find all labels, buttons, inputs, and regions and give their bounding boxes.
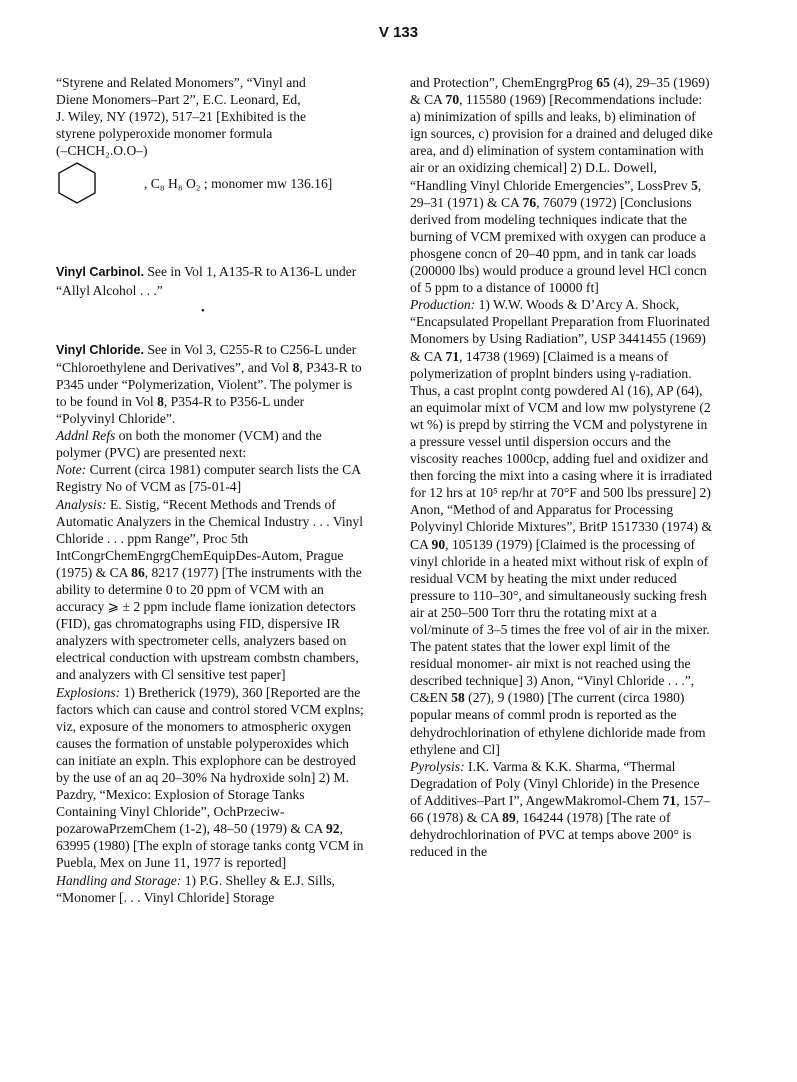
vinyl-chloride-entry: Vinyl Chloride. See in Vol 3, C255-R to C256-L under “Chloroethylene and Derivatives”, and Vol 8, P343-R to P345 under “Polymerization, Violent”. The polymer is to be found in Vol 8, P354-R to P356-L under “Polyvinyl Chloride”. [56,341,362,427]
note-paragraph: Note: Current (circa 1981) computer search lists the CA Registry No of VCM as [75-01-4] [56,462,361,495]
storage-protection-paragraph: and Protection”, ChemEngrgProg 65 (4), 29–35 (1969) & CA 70, 115580 (1969) [Recommendations include: a) minimization of spills and leaks, b) elimination of ign sources, c) provision for a drained and deluged dike area, and d) elimination of system contamination with air or an oxidizing chemical] 2) D.L. Dowell, “Handling Vinyl Chloride Emergencies”, LossPrev 5, 29–31 (1971) & CA 76, 76079 (1972) [Conclusions derived from modeling techniques indicate that the burning of VCM premixed with oxygen can produce a phosgene concn of 20–40 ppm, and in tank car loads (200000 lbs) would produce a ground level HCl concn of 5 ppm to a distance of 10000 ft] [410,75,713,296]
styrene-formula-line: (–CHCH₂.O.O–) [56,143,148,159]
right-column [410,74,713,860]
styrene-line-4: styrene polyperoxide monomer formula [56,126,273,142]
vinyl-carbinol-text: See in Vol 1, A135-R to A136-L under “Allyl Alcohol . . .” [56,264,357,298]
vinyl-carbinol-heading: Vinyl Carbinol. [56,265,144,280]
analysis-paragraph: Analysis: E. Sistig, “Recent Methods and Trends of Automatic Analyzers in the Chemical Industry . . . Vinyl Chloride . . . ppm Range”, Proc 5th IntCongrChemEngrgChemEquipDes-Autom, Prague (1975) & CA 86, 8217 (1977) [The instruments with the ability to determine 0 to 20 ppm of VCM with an accuracy ⩾ ± 2 ppm include flame ionization detectors (FID), gas chromatographs using FID, dispersive IR analyzers with spectrometer cells, analyzers based on electrical conduction with upstream combstn chambers, and analyzers with Cl sensitive test paper] [56,496,364,683]
vinyl-chloride-heading: Vinyl Chloride. [56,342,144,357]
explosions-paragraph: Explosions: 1) Bretherick (1979), 360 [Reported are the factors which can cause and control stored VCM explns; viz, exposure of the monomers to atmospheric oxygen causes the formation of unstable polyperoxides which can initiate an expln. This explophore can be destroyed by the use of an aq 20–30% Na hydroxide soln] 2) M. Pazdry, “Mexico: Explosion of Storage Tanks Containing Vinyl Chloride”, OchPrzeciw-pozarowaPrzemChem (1-2), 48–50 (1979) & CA 92, 63995 (1980) [The expln of storage tanks contg VCM in Puebla, Mex on June 11, 1977 is reported] [56,684,364,871]
vinyl-carbinol-entry [56,263,366,298]
styrene-line-2: Diene Monomers–Part 2”, E.C. Leonard, Ed, [56,92,301,108]
styrene-line-1: “Styrene and Related Monomers”, “Vinyl and [56,75,306,90]
styrene-line-3: J. Wiley, NY (1972), 517–21 [Exhibited is the [56,109,307,125]
stray-dot: • [201,304,205,317]
handling-paragraph: Handling and Storage: 1) P.G. Shelley & E.J. Sills, “Monomer [. . . Vinyl Chloride] Storage [56,872,336,905]
benzene-ring-row [56,161,366,205]
production-paragraph: Production: 1) W.W. Woods & D’Arcy A. Shock, “Encapsulated Propellant Preparation from Fluorinated Monomers by Using Radiation”, USP 3441455 (1969) & CA 71, 14738 (1969) [Claimed is a means of polymerization of proplnt binders using γ-radiation. Thus, a cast proplnt contg powdered Al (16), AP (64), an equimolar mixt of VCM and low mw polystyrene (2 wt %) is prepd by stirring the VCM and polystyrene in a pressure vessel until dispersion occurs and the viscosity reaches 1000cp, adding fuel and oxidizer and then forcing the mixt into a casing where it is irradiated for 12 hrs at 10⁵ rep/hr at 70°F and 500 lbs pressure] 2) Anon, “Method of and Apparatus for Processing Polyvinyl Chloride Mixtures”, BritP 1517330 (1974) & CA 90, 105139 (1979) [Claimed is the processing of vinyl chloride in a heated mixt without risk of expln of residual VCM by heating the mixt under reduced pressure to 110–30°, and simultaneously sucking fresh air at 250–500 Torr thru the rotating mixt at a vol/minute of 3–5 times the free vol of air in the mixer. The patent states that the lower expl limit of the residual monomer- air mixt is not reached using the described technique] 3) Anon, “Vinyl Chloride . . .”, C&EN 58 (27), 9 (1980) [The current (circa 1980) popular means of comml prodn is reported as the dehydrochlorination of ethylene dichloride made from ethylene and Cl] [410,297,712,757]
styrene-formula-text: , C₈ H₈ O₂ ; monomer mw 136.16] [144,176,333,192]
addnl-refs-paragraph: Addnl Refs on both the monomer (VCM) and the polymer (PVC) are presented next: [56,428,322,461]
page-number: V 133 [378,24,419,41]
pyrolysis-paragraph: Pyrolysis: I.K. Varma & K.K. Sharma, “Thermal Degradation of Poly (Vinyl Chloride) in the Presence of Additives–Part I”, AngewMakromol-Chem 71, 157–66 (1978) & CA 89, 164244 (1978) [The rate of dehydrochlorination of PVC at temps above 200° is reduced in the [410,758,711,860]
left-column [56,74,366,906]
benzene-ring-icon [56,161,98,205]
